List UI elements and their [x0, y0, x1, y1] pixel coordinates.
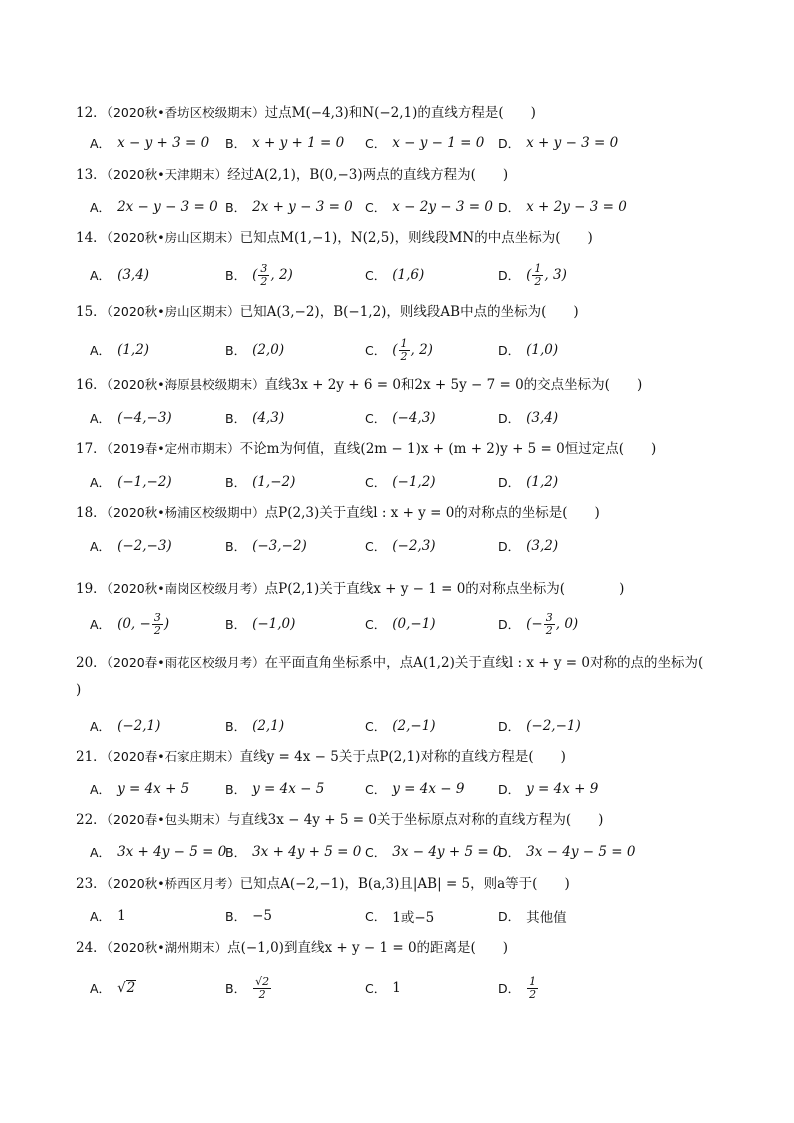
option-value: (−2,1)	[117, 718, 161, 734]
option-b	[225, 470, 295, 494]
option-letter: B．	[225, 136, 247, 151]
question-stem	[76, 303, 736, 321]
option-letter: A．	[90, 268, 112, 283]
option-letter: A．	[90, 475, 112, 490]
option-letter: B．	[225, 845, 247, 860]
option-value: (−2,3)	[392, 538, 436, 554]
option-c	[365, 406, 436, 430]
question-text: 与直线3x − 4y + 5 = 0关于坐标原点对称的直线方程为( )	[227, 812, 604, 828]
option-value: −5	[252, 908, 272, 924]
value-suffix: , 3)	[544, 266, 567, 283]
option-value: (2,0)	[252, 342, 285, 358]
question-text: 点P(2,1)关于直线x + y − 1 = 0的对称点坐标为( )	[264, 581, 625, 597]
option-a	[90, 714, 160, 738]
question-text: 不论m为何值，直线(2m − 1)x + (m + 2)y + 5 = 0恒过定点( )	[239, 441, 657, 457]
option-b	[225, 612, 295, 636]
option-a	[90, 777, 189, 801]
option-letter: A．	[90, 200, 112, 215]
question-stem	[76, 811, 736, 829]
option-a	[90, 534, 172, 558]
option-value	[252, 976, 272, 1001]
numerator: 3	[545, 610, 553, 624]
option-letter: B．	[225, 200, 247, 215]
options-row	[90, 263, 710, 287]
option-value	[117, 612, 169, 637]
option-letter: C．	[365, 845, 387, 860]
option-letter: C．	[365, 617, 387, 632]
question-number: 13．	[76, 167, 107, 183]
option-letter: A．	[90, 539, 112, 554]
question-stem	[76, 939, 736, 957]
question-stem	[76, 580, 736, 598]
option-a	[90, 904, 126, 928]
fraction	[399, 338, 410, 363]
option-a	[90, 338, 149, 362]
option-a	[90, 612, 169, 636]
option-d	[498, 612, 578, 636]
radical-sign: √	[117, 980, 126, 996]
option-letter: B．	[225, 782, 247, 797]
sqrt-expression	[117, 980, 136, 996]
question-number: 21．	[76, 749, 107, 765]
option-letter: A．	[90, 343, 112, 358]
value-suffix: , 2)	[270, 266, 293, 283]
question-text: 已知A(3,−2)，B(−1,2)，则线段AB中点的坐标为( )	[239, 304, 579, 320]
option-letter: A．	[90, 136, 112, 151]
question-stem	[76, 748, 736, 766]
option-value: (2,−1)	[392, 718, 436, 734]
question-source: （2020春•包头期末）	[106, 812, 228, 827]
denominator: 2	[153, 623, 161, 637]
option-letter: D．	[498, 411, 521, 426]
option-letter: C．	[365, 475, 387, 490]
option-a	[90, 406, 172, 430]
option-letter: B．	[225, 475, 247, 490]
option-value: (1,2)	[526, 474, 559, 490]
option-letter: C．	[365, 981, 387, 996]
option-value: (−3,−2)	[252, 538, 307, 554]
option-c	[365, 338, 433, 362]
question-number: 17．	[76, 441, 107, 457]
question-text: 已知点A(−2,−1)，B(a,3)且|AB| = 5，则a等于( )	[239, 876, 570, 892]
option-b	[225, 338, 284, 362]
numerator: 3	[153, 610, 161, 624]
options-row	[90, 131, 710, 155]
option-letter: D．	[498, 200, 521, 215]
question-stem	[76, 166, 736, 184]
option-letter: A．	[90, 981, 112, 996]
option-letter: B．	[225, 268, 247, 283]
value-suffix: )	[163, 615, 170, 632]
option-value	[526, 976, 539, 1001]
option-letter: D．	[498, 617, 521, 632]
option-d	[498, 406, 558, 430]
option-letter: D．	[498, 136, 521, 151]
question-number: 12．	[76, 105, 107, 121]
question-number: 22．	[76, 812, 107, 828]
fraction	[527, 976, 538, 1001]
question-text: 在平面直角坐标系中，点A(1,2)关于直线l : x + y = 0对称的点的坐标为(	[264, 655, 704, 671]
option-letter: B．	[225, 343, 247, 358]
option-value	[392, 338, 433, 363]
question-stem	[76, 875, 736, 893]
option-b	[225, 714, 284, 738]
denominator: 2	[258, 987, 266, 1001]
question-text: 点(−1,0)到直线x + y − 1 = 0的距离是( )	[227, 940, 509, 956]
option-value: (1,2)	[117, 342, 150, 358]
option-value: 其他值	[526, 910, 567, 926]
option-d	[498, 195, 627, 219]
option-b	[225, 976, 272, 1000]
value-prefix: (	[252, 266, 258, 283]
option-value: 3x − 4y − 5 = 0	[526, 844, 636, 860]
option-value: x + y + 1 = 0	[252, 135, 345, 151]
option-c	[365, 195, 493, 219]
option-value: (−4,−3)	[117, 410, 172, 426]
value-prefix: (	[526, 266, 532, 283]
option-value: (−1,2)	[392, 474, 436, 490]
option-c	[365, 904, 434, 928]
option-a	[90, 131, 209, 155]
option-value: (1,6)	[392, 267, 425, 283]
option-letter: C．	[365, 411, 387, 426]
option-value: (−1,0)	[252, 616, 296, 632]
option-c	[365, 976, 401, 1000]
option-letter: A．	[90, 845, 112, 860]
option-letter: C．	[365, 909, 387, 924]
numerator: 1	[400, 336, 408, 350]
option-d	[498, 976, 539, 1000]
question-source: （2020秋•房山区期末）	[106, 230, 240, 245]
value-suffix: , 0)	[555, 615, 579, 632]
question-stem	[76, 104, 736, 122]
option-value: (3,4)	[526, 410, 559, 426]
option-value: y = 4x + 5	[117, 781, 190, 797]
option-letter: D．	[498, 845, 521, 860]
option-value: x + y − 3 = 0	[526, 135, 619, 151]
option-letter: C．	[365, 136, 387, 151]
option-value: (1,−2)	[252, 474, 296, 490]
option-letter: B．	[225, 719, 247, 734]
question-source: （2019春•定州市期末）	[106, 441, 240, 456]
option-letter: C．	[365, 200, 387, 215]
question-source: （2020秋•南岗区校级月考）	[106, 581, 265, 596]
option-value: (3,2)	[526, 538, 559, 554]
option-letter: C．	[365, 539, 387, 554]
option-value: (2,1)	[252, 718, 285, 734]
question-text: 直线y = 4x − 5关于点P(2,1)对称的直线方程是( )	[239, 749, 566, 765]
option-letter: D．	[498, 909, 521, 924]
option-d	[498, 131, 618, 155]
question-text: 过点M(−4,3)和N(−2,1)的直线方程是( )	[264, 105, 536, 121]
option-c	[365, 131, 484, 155]
value-suffix: , 2)	[410, 341, 433, 358]
question-stem	[76, 229, 736, 247]
option-letter: C．	[365, 268, 387, 283]
options-row	[90, 338, 710, 362]
fraction	[544, 612, 555, 637]
option-letter: C．	[365, 719, 387, 734]
option-letter: D．	[498, 539, 521, 554]
option-letter: A．	[90, 719, 112, 734]
question-number: 18．	[76, 505, 107, 521]
question-number: 19．	[76, 581, 107, 597]
option-a	[90, 840, 226, 864]
denominator: 2	[534, 274, 542, 288]
option-d	[498, 777, 598, 801]
option-c	[365, 470, 436, 494]
option-a	[90, 195, 218, 219]
fraction	[253, 976, 271, 1001]
option-b	[225, 131, 344, 155]
option-value: 3x + 4y − 5 = 0	[117, 844, 227, 860]
option-d	[498, 534, 558, 558]
fraction	[532, 263, 543, 288]
question-number: 15．	[76, 304, 107, 320]
denominator: 2	[529, 987, 537, 1001]
numerator: 1	[529, 974, 537, 988]
option-value: 1	[392, 980, 401, 996]
option-d	[498, 904, 567, 928]
option-value: 1	[117, 908, 126, 924]
option-b	[225, 840, 361, 864]
option-value: 2x − y − 3 = 0	[117, 199, 218, 215]
option-d	[498, 338, 558, 362]
option-value: y = 4x − 5	[252, 781, 325, 797]
option-letter: B．	[225, 411, 247, 426]
option-letter: B．	[225, 981, 247, 996]
option-letter: A．	[90, 909, 112, 924]
option-b	[225, 263, 293, 287]
option-value: (3,4)	[117, 267, 150, 283]
option-letter: C．	[365, 343, 387, 358]
option-value: (4,3)	[252, 410, 285, 426]
denominator: 2	[400, 349, 408, 363]
option-letter: D．	[498, 782, 521, 797]
option-value: (−1,−2)	[117, 474, 172, 490]
option-value	[526, 263, 567, 288]
denominator: 2	[260, 274, 268, 288]
question-source: （2020秋•杨浦区校级期中）	[106, 505, 265, 520]
option-value: x − y − 1 = 0	[392, 135, 485, 151]
denominator: 2	[545, 623, 553, 637]
option-b	[225, 534, 307, 558]
value-prefix: (	[392, 341, 398, 358]
option-b	[225, 777, 324, 801]
option-c	[365, 612, 436, 636]
option-c	[365, 840, 502, 864]
options-row	[90, 470, 710, 494]
fraction	[152, 612, 163, 637]
option-letter: A．	[90, 617, 112, 632]
question-text: 经过A(2,1)，B(0,−3)两点的直线方程为( )	[227, 167, 509, 183]
question-stem	[76, 654, 736, 672]
options-row	[90, 714, 710, 738]
option-value: (−2,−1)	[526, 718, 581, 734]
option-b	[225, 904, 272, 928]
option-letter: A．	[90, 411, 112, 426]
fraction	[258, 263, 269, 288]
value-prefix: (0, −	[117, 615, 151, 632]
option-letter: B．	[225, 617, 247, 632]
option-letter: A．	[90, 782, 112, 797]
option-value: (−2,−3)	[117, 538, 172, 554]
question-source: （2020秋•湖州期末）	[106, 940, 228, 955]
options-row	[90, 777, 710, 801]
option-value	[117, 980, 136, 996]
question-stem	[76, 504, 736, 522]
question-source: （2020秋•天津期末）	[106, 167, 228, 182]
option-c	[365, 534, 436, 558]
option-letter: D．	[498, 981, 521, 996]
option-b	[225, 195, 353, 219]
option-a	[90, 976, 136, 1000]
options-row	[90, 904, 710, 928]
option-d	[498, 840, 635, 864]
option-value: x − 2y − 3 = 0	[392, 199, 493, 215]
question-source: （2020秋•海原县校级期末）	[106, 377, 265, 392]
option-value: 3x − 4y + 5 = 0	[392, 844, 502, 860]
radicand: 2	[126, 980, 136, 996]
question-source: （2020秋•香坊区校级期末）	[106, 105, 265, 120]
option-c	[365, 263, 424, 287]
option-letter: D．	[498, 343, 521, 358]
question-stem	[76, 376, 736, 394]
question-number: 14．	[76, 230, 107, 246]
option-value: (1,0)	[526, 342, 559, 358]
question-source: （2020秋•房山区期末）	[106, 304, 240, 319]
option-letter: B．	[225, 909, 247, 924]
option-value: x − y + 3 = 0	[117, 135, 210, 151]
option-letter: B．	[225, 539, 247, 554]
question-number: 23．	[76, 876, 107, 892]
option-d	[498, 263, 567, 287]
option-letter: D．	[498, 475, 521, 490]
option-value: 1或−5	[392, 910, 435, 926]
option-value: (−4,3)	[392, 410, 436, 426]
option-a	[90, 263, 149, 287]
option-letter: D．	[498, 719, 521, 734]
options-row	[90, 195, 710, 219]
option-a	[90, 470, 172, 494]
question-text: 点P(2,3)关于直线l : x + y = 0的对称点的坐标是( )	[264, 505, 600, 521]
option-c	[365, 714, 436, 738]
question-stem-continued: )	[76, 682, 82, 698]
question-source: （2020春•石家庄期末）	[106, 749, 240, 764]
option-value	[252, 263, 293, 288]
option-value	[526, 612, 578, 637]
question-text: 直线3x + 2y + 6 = 0和2x + 5y − 7 = 0的交点坐标为( )	[264, 377, 643, 393]
options-row	[90, 534, 710, 558]
option-value: 2x + y − 3 = 0	[252, 199, 353, 215]
option-d	[498, 470, 558, 494]
numerator: 3	[260, 261, 268, 275]
option-b	[225, 406, 284, 430]
question-text: 已知点M(1,−1)，N(2,5)，则线段MN的中点坐标为( )	[239, 230, 593, 246]
option-c	[365, 777, 464, 801]
option-d	[498, 714, 581, 738]
question-source: （2020春•雨花区校级月考）	[106, 655, 265, 670]
option-value: y = 4x + 9	[526, 781, 599, 797]
option-value: (0,−1)	[392, 616, 436, 632]
option-letter: C．	[365, 782, 387, 797]
numerator: √2	[255, 974, 270, 988]
question-number: 24．	[76, 940, 107, 956]
option-value: x + 2y − 3 = 0	[526, 199, 627, 215]
question-number: 20．	[76, 655, 107, 671]
options-row	[90, 406, 710, 430]
option-value: 3x + 4y + 5 = 0	[252, 844, 362, 860]
question-source: （2020秋•桥西区月考）	[106, 876, 240, 891]
question-number: 16．	[76, 377, 107, 393]
options-row	[90, 976, 710, 1000]
options-row	[90, 612, 710, 636]
options-row	[90, 840, 710, 864]
value-prefix: (−	[526, 615, 543, 632]
option-value: y = 4x − 9	[392, 781, 465, 797]
numerator: 1	[534, 261, 542, 275]
option-letter: D．	[498, 268, 521, 283]
question-stem	[76, 440, 736, 458]
